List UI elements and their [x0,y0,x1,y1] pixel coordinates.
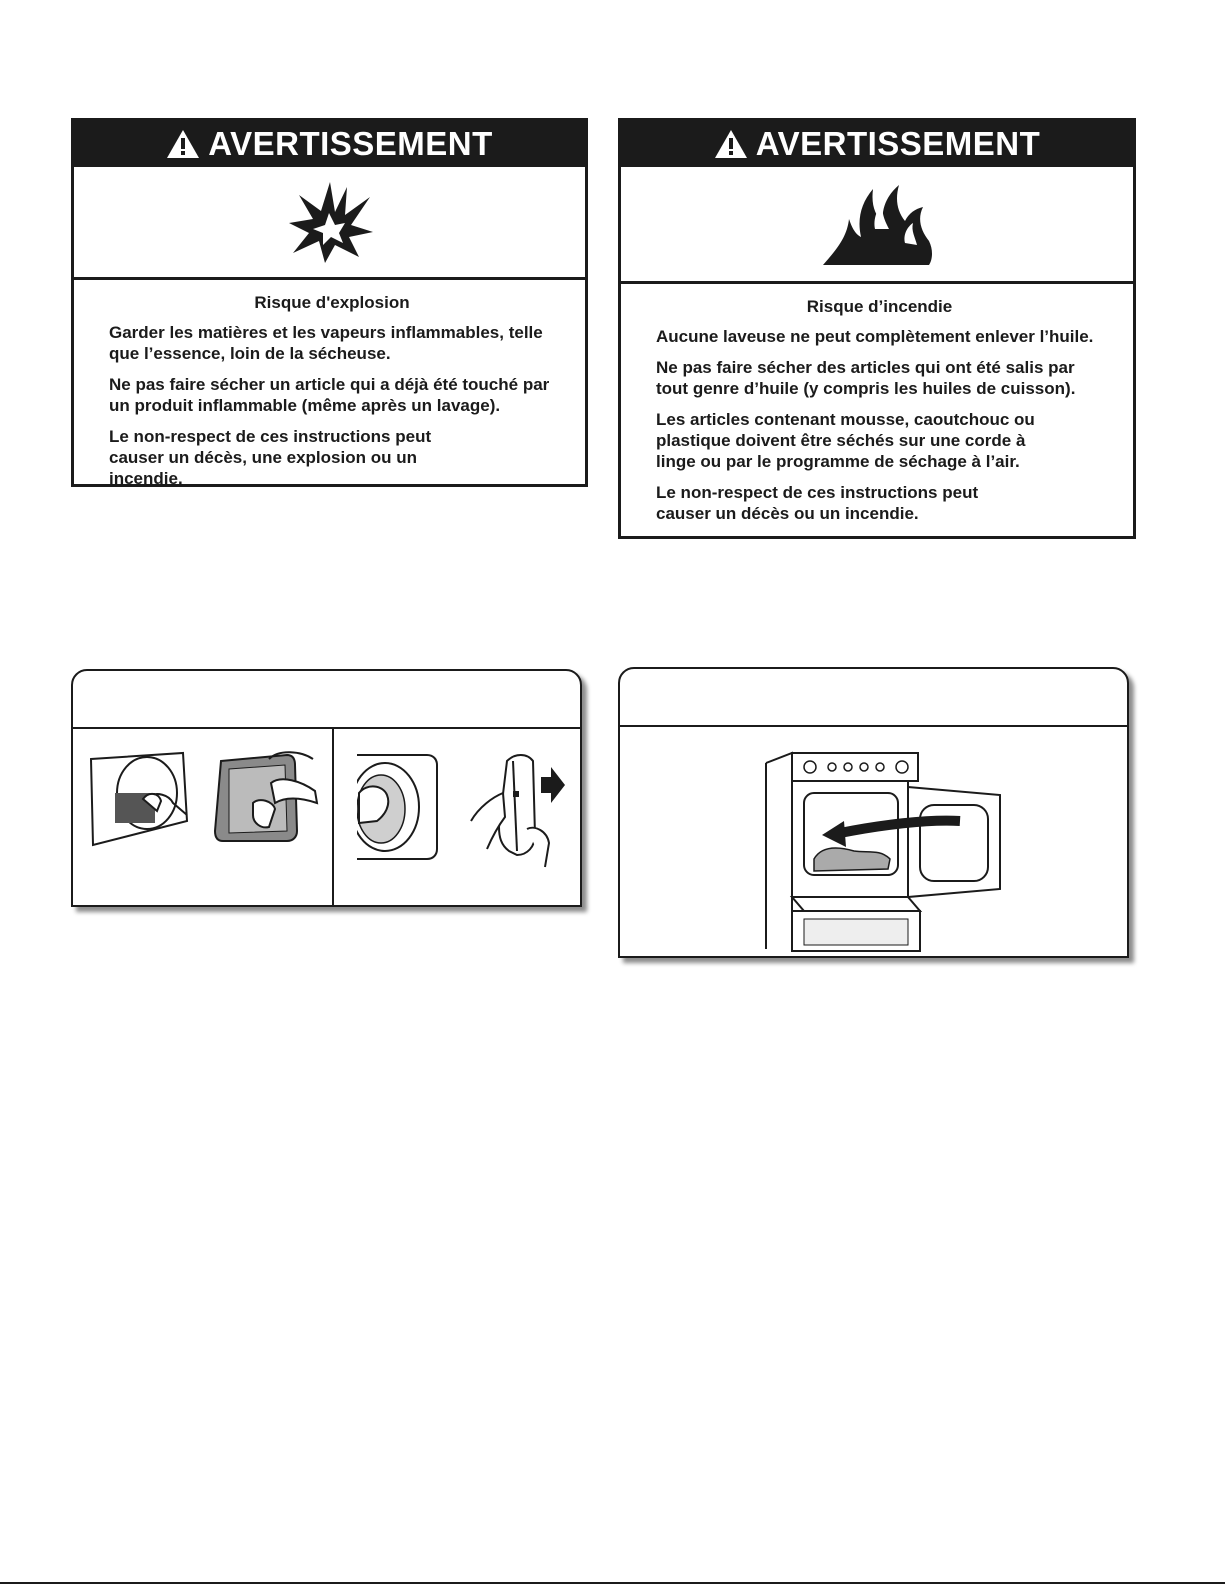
fire-icon [817,179,937,269]
warning-header [621,121,1133,167]
signal-word: AVERTISSEMENT [208,125,493,162]
warning-paragraph: Aucune laveuse ne peut complètement enlever l’huile. [656,327,1094,346]
alert-triangle-icon [714,129,748,159]
warning-paragraph: Le non-respect de ces instructions peut causer un décès ou un incendie. [656,483,979,523]
explosion-icon [285,177,375,267]
page-bottom-rule [0,1582,1225,1584]
signal-word: AVERTISSEMENT [755,125,1041,162]
door-filter-removal-icon [469,751,569,869]
hazard-icon-row [74,167,585,280]
lint-screen-cleaning-icon [209,745,321,855]
warning-subtitle: Risque d’incendie [806,297,953,316]
warning-paragraph: Le non-respect de ces instructions peut causer un décès, une explosion ou un incendie. [109,427,432,488]
lint-screen-illustration-panel [71,669,582,907]
alert-triangle-icon [166,129,200,159]
warning-header [74,121,585,167]
warning-paragraph: Garder les matières et les vapeurs inflammables, telle que l’essence, loin de la sécheuse. [109,323,543,363]
stacked-laundry-loading-icon [760,749,1012,959]
illustration-caption-bar [620,669,1127,727]
warning-paragraph: Les articles contenant mousse, caoutchouc ou plastique doivent être séchés sur une corde à linge ou par le programme de séchage à l’air. [656,410,1035,471]
warning-body [621,284,1133,524]
laundry-center-illustration-panel [618,667,1129,958]
drum-lint-wiping-icon [357,753,441,861]
warning-box-fire [618,118,1136,539]
warning-paragraph: Ne pas faire sécher des articles qui ont été salis par tout genre d’huile (y compris les huiles de cuisson). [656,358,1076,398]
warning-body [74,280,585,489]
hazard-icon-row [621,167,1133,284]
warning-paragraph: Ne pas faire sécher un article qui a déjà été touché par un produit inflammable (même après un lavage). [109,375,550,415]
warning-subtitle: Risque d'explosion [254,293,410,312]
warning-box-explosion [71,118,588,487]
lint-screen-removal-icon [87,751,197,851]
panel-divider [332,729,334,905]
illustration-caption-bar [73,671,580,729]
